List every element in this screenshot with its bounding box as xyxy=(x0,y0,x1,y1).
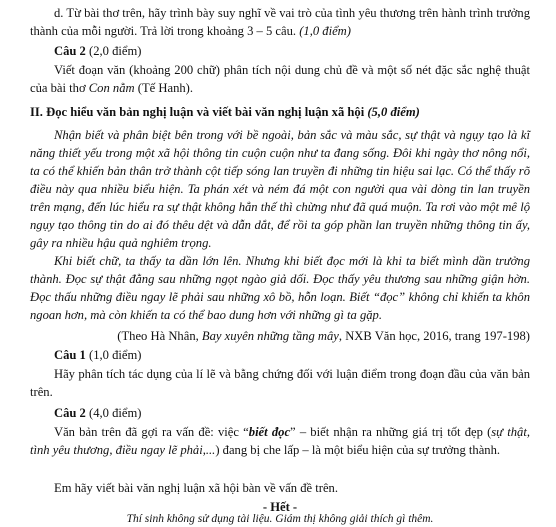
q2-text-c: ) đang bị che lấp – là một biểu hiện của sự trưởng thành. xyxy=(215,443,501,457)
q2-text xyxy=(30,423,530,459)
passage-source xyxy=(30,327,530,345)
cau2-text-a: Viết đoạn văn (khoảng 200 chữ) phân tích nội dung chủ đề và một số nét đặc sắc nghệ thuật của bài thơ xyxy=(30,63,530,95)
end-marker: - Hết - xyxy=(262,500,298,514)
part2-heading-text: II. Đọc hiểu văn bản nghị luận và viết bài văn nghị luận xã hội xyxy=(30,105,365,119)
footnote: Thí sinh không sử dụng tài liệu. Giám thị không giải thích gì thêm. xyxy=(126,513,434,525)
part2-heading xyxy=(30,103,530,121)
q1-heading xyxy=(30,346,530,364)
q2-text-b: ” – biết nhận ra những giá trị tốt đẹp ( xyxy=(290,425,492,439)
q2-label: Câu 2 xyxy=(54,406,86,420)
poem-title: Con nằm xyxy=(88,81,135,95)
q2-task: Em hãy viết bài văn nghị luận xã hội bàn về vấn đề trên. xyxy=(54,481,338,495)
q2-emphasis-2: sự thật, tình yêu thương, điều ngay lẽ phải,... xyxy=(30,425,530,457)
q2-emphasis-1: biết đọc xyxy=(248,425,291,439)
source-a: (Theo Hà Nhân, xyxy=(117,329,202,343)
q2-heading xyxy=(30,404,530,422)
q1-text: Hãy phân tích tác dụng của lí lẽ và bằng chứng đối với luận điểm trong đoạn đầu của văn bản trên. xyxy=(30,367,530,399)
question-d xyxy=(30,4,530,40)
cau2-score: (2,0 điểm) xyxy=(89,44,142,58)
cau2-text-b: (Tế Hanh). xyxy=(134,81,194,95)
question-d-score: (1,0 điểm) xyxy=(299,24,351,38)
cau2-label: Câu 2 xyxy=(54,44,86,58)
source-title: Bay xuyên những tầng mây xyxy=(201,329,339,343)
q1-label: Câu 1 xyxy=(54,348,86,362)
source-b: , NXB Văn học, 2016, trang 197-198) xyxy=(338,329,530,343)
q1-score: (1,0 điểm) xyxy=(89,348,142,362)
passage-paragraph-1: Nhận biết và phân biệt bên trong với bề ngoài, bản sắc và màu sắc, sự thật và ngụy tạo là kĩ năng thiết yếu trong một xã hội thông tin cuộn cuộn như ta đang sống. Đôi khi ngày thơ nông nổi, ta có thể khiến bản thân trở thành cột tiếp sóng lan truyền đi những tin hiệu sai lạc. Có thể thấy rõ điều này qua nhiều biểu hiện. Ta phán xét và ném đá một con người qua vài dòng tin lan truyền trên mạng, đến lúc hiểu ra sự thật không hẳn thế thì chừng như đã quá muộn. Ta rơi vào một mê lộ ngụy tạo thông tin do ai đó thêu dệt và dẫn dắt, để rồi ta góp phần lan truyền những thông tin ấy, gây ra nhiều hậu quả nghiêm trọng. xyxy=(30,128,530,250)
cau2-part1-heading xyxy=(30,42,530,60)
q2-text-a: Văn bản trên đã gợi ra vấn đề: việc “ xyxy=(54,425,249,439)
q2-score: (4,0 điểm) xyxy=(89,406,142,420)
cau2-part1-text xyxy=(30,61,530,97)
question-d-text: d. Từ bài thơ trên, hãy trình bày suy nghĩ về vai trò của tình yêu thương trên hành trình trưởng thành của mỗi người. Trả lời trong khoảng 3 – 5 câu. xyxy=(30,6,530,38)
part2-heading-score: (5,0 điểm) xyxy=(367,105,420,119)
passage-paragraph-2: Khi biết chữ, ta thấy ta dần lớn lên. Nhưng khi biết đọc mới là khi ta biết mình dần trưởng thành. Đọc sự thật đằng sau những ngọt ngào giả dối. Đọc thấy yêu thương sau những giận hờn. Đọc thấu những điều ngay lẽ phải sau những xô bồ, hỗn loạn. Biết “đọc” không chỉ khiến ta khôn ngoan hơn, mà còn khiến ta có thể bao dung hơn với những gì ta gặp. xyxy=(30,254,530,322)
